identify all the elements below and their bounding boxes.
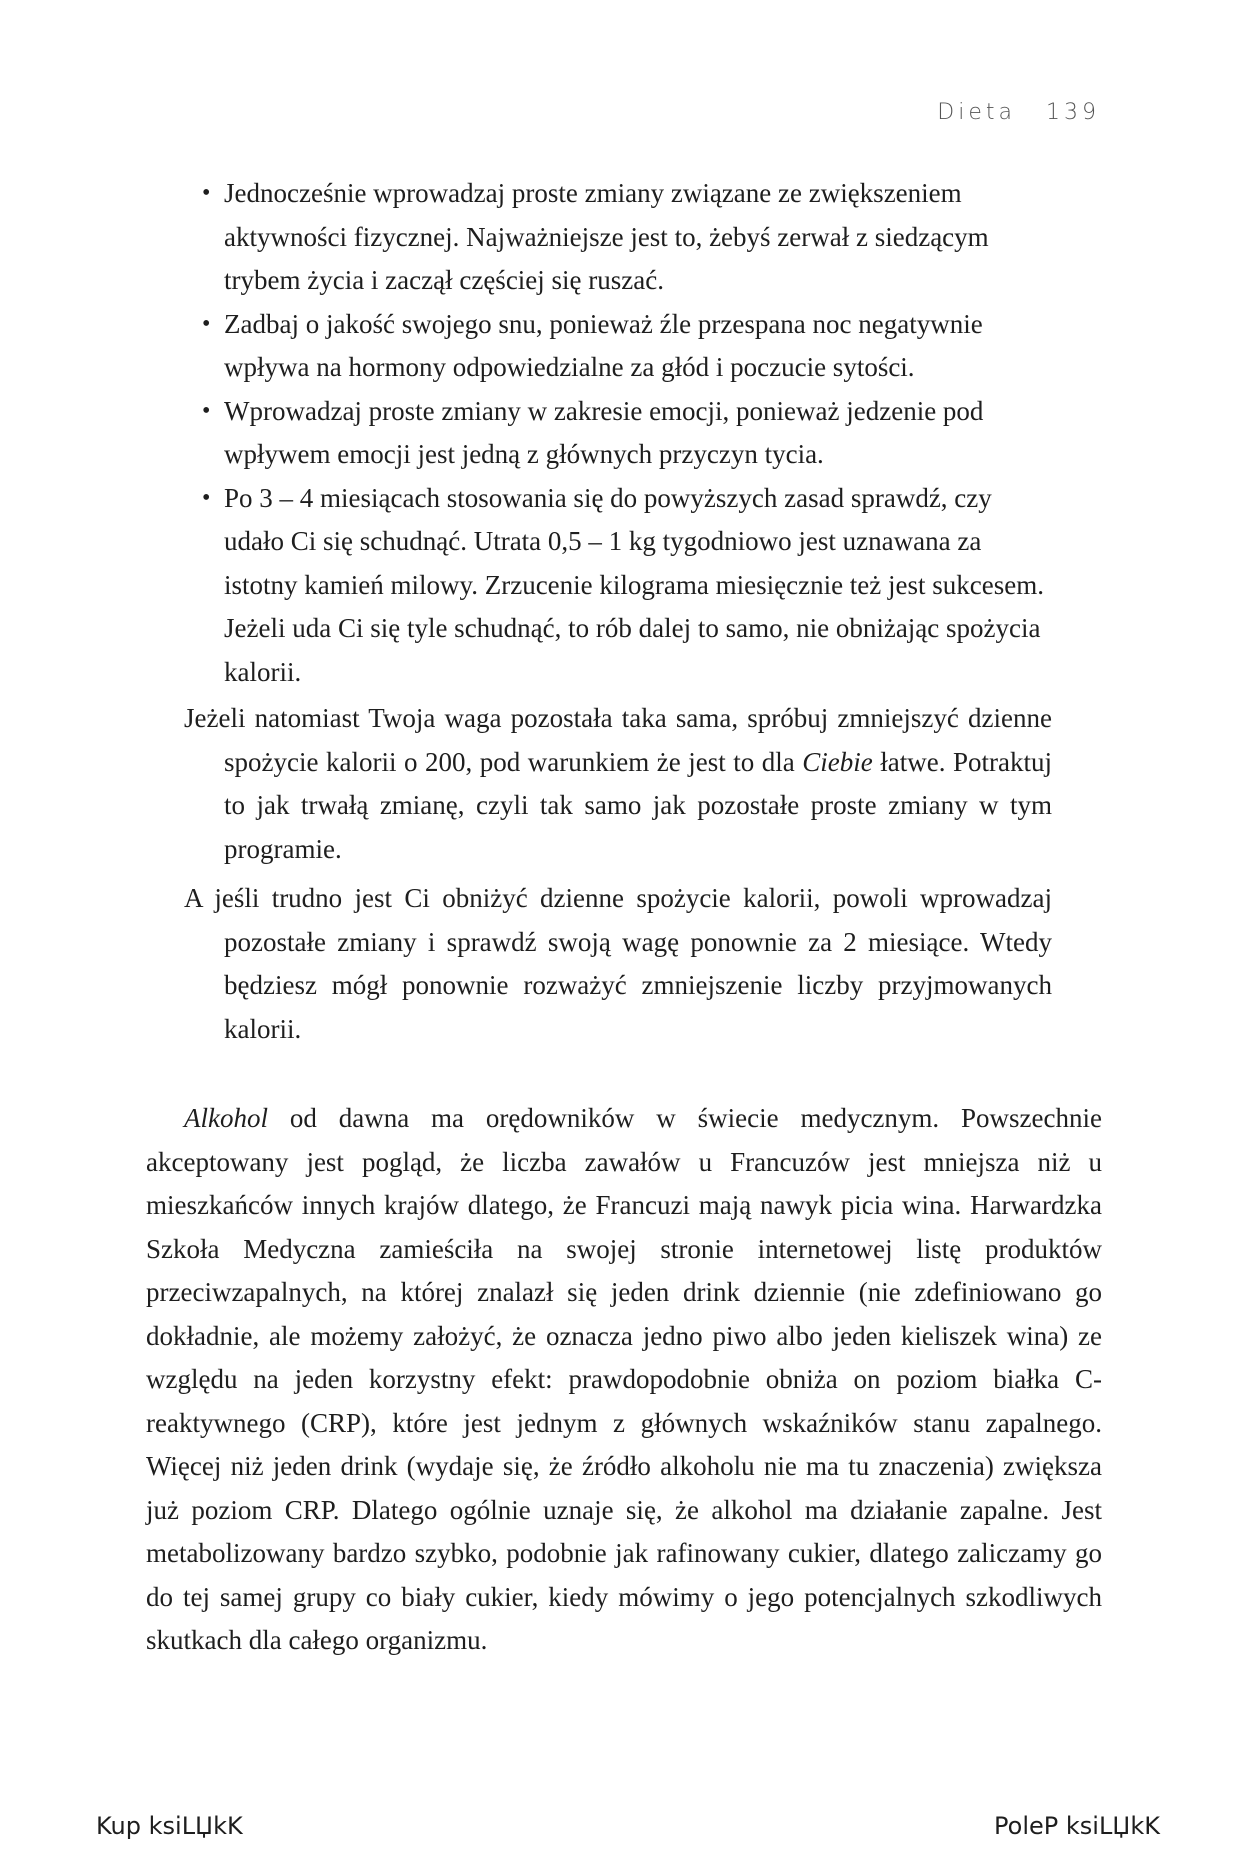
paragraph-text: Jeżeli natomiast Twoja waga pozostała taka sama, spróbuj zmniejszyć dzienne spożycie kalorii o 200, pod warunkiem że jest to dla [184,703,1052,777]
section-title: Dieta [937,100,1016,125]
list-item: • Jednocześnie wprowadzaj proste zmiany związane ze zwiększeniem aktywności fizycznej. Najważniejsze jest to, żebyś zerwał z siedzącym trybem życia i zaczął częściej się ruszać. [224,172,1102,303]
hanging-paragraph-2: A jeśli trudno jest Ci obniżyć dzienne spożycie kalorii, powoli wprowadzaj pozostałe zmiany i sprawdź swoją wagę ponownie za 2 miesiące. Wtedy będziesz mógł ponownie rozważyć zmniejszenie liczby przyjmowanych kalorii. [184,883,1052,1044]
page-number: 139 [1046,100,1100,125]
list-item: • Po 3 – 4 miesiącach stosowania się do powyższych zasad sprawdź, czy udało Ci się schudnąć. Utrata 0,5 – 1 kg tygodniowo jest uznawana za istotny kamień milowy. Zrzucenie kilograma miesięcznie też jest sukcesem. Jeżeli uda Ci się tyle schudnąć, to rób dalej to samo, nie obniżając spożycia kalorii. [224,477,1102,695]
emphasis-text: Alkohol [184,1103,268,1133]
body-paragraph [146,1097,1102,1663]
buy-book-link[interactable]: Kup ksiLЏkK [96,1812,243,1840]
emphasis-text: Ciebie [802,746,873,777]
paragraph-text: od dawna ma orędowników w świecie medycznym. Powszechnie akceptowany jest pogląd, że liczba zawałów u Francuzów jest mniejsza niż u mieszkańców innych krajów dlatego, że Francuzi mają nawyk picia wina. Harwardzka Szkoła Medyczna zamieściła na swojej stronie internetowej listę produktów przeciwzapalnych, na której znalazł się jeden drink dziennie (nie zdefiniowano go dokładnie, ale możemy założyć, że oznacza jedno piwo albo jeden kieliszek wina) ze względu na jeden korzystny efekt: prawdopodobnie obniża on poziom białka C-reaktywnego (CRP), które jest jednym z głównych wskaźników stanu zapalnego. Więcej niż jeden drink (wydaje się, że źródło alkoholu nie ma tu znaczenia) zwiększa już poziom CRP. Dlatego ogólnie uznaje się, że alkohol ma działanie zapalne. Jest metabolizowany bardzo szybko, podobnie jak rafinowany cukier, dlatego zaliczamy go do tej samej grupy co biały cukier, kiedy mówimy o jego potencjalnych szkodliwych skutkach dla całego organizmu. [146,1103,1102,1655]
bullet-list [146,172,1102,694]
list-item: • Zadbaj o jakość swojego snu, ponieważ źle przespana noc negatywnie wpływa na hormony odpowiedzialne za głód i poczucie sytości. [224,303,1102,390]
running-header [937,100,1100,125]
page-content [146,172,1102,1663]
list-item: • Wprowadzaj proste zmiany w zakresie emocji, ponieważ jedzenie pod wpływem emocji jest jedną z głównych przyczyn tycia. [224,390,1102,477]
hanging-paragraph-1 [146,697,1102,871]
recommend-book-link[interactable]: PoleP ksiLЏkK [994,1812,1160,1840]
paragraph-text: łatwe. Potraktuj to jak trwałą zmianę, czyli tak samo jak pozostałe proste zmiany w tym programie. [224,746,1052,864]
